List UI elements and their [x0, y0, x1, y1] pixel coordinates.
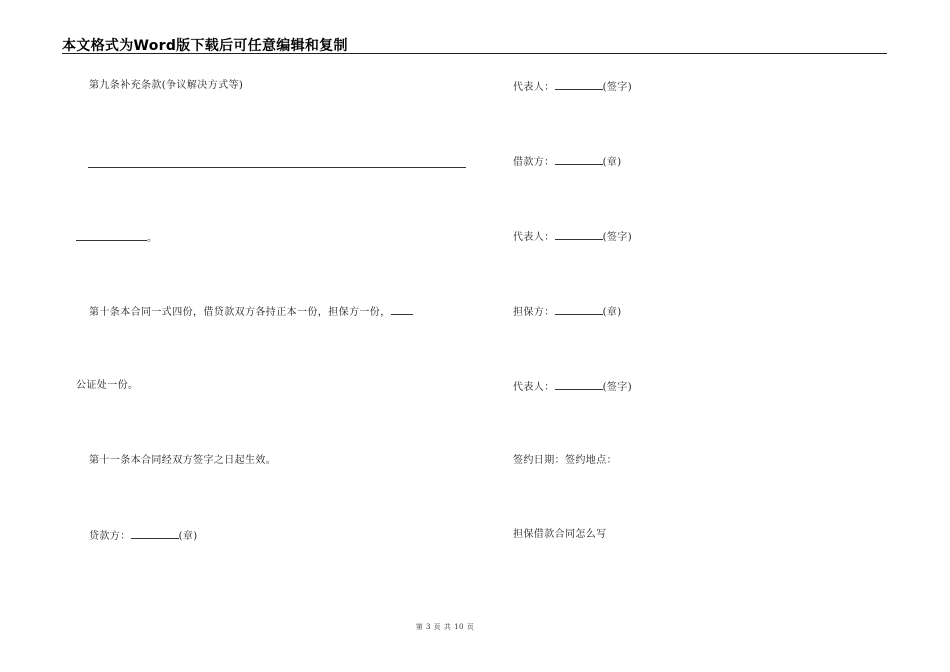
clause-10-text-cont: 公证处一份。 [76, 380, 139, 391]
signature-note: (签字) [602, 82, 633, 93]
guarantor-seal-note: (章) [602, 307, 622, 318]
notary-blank [391, 304, 413, 315]
document-header-title: 本文格式为Word版下载后可任意编辑和复制 [62, 38, 348, 54]
representative-blank [555, 379, 603, 390]
clause-9-text: 第九条补充条款(争议解决方式等) [89, 80, 244, 91]
representative-signature-line-3 [513, 379, 632, 395]
clause-9-period: 。 [147, 233, 158, 244]
lender-blank [131, 528, 179, 539]
representative-signature-line-2 [513, 229, 632, 245]
borrower-signature-line [513, 154, 622, 170]
fill-in-blank-long [88, 157, 466, 168]
signature-note: (签字) [602, 232, 633, 243]
header-divider [62, 53, 887, 54]
guarantor-signature-line [513, 304, 622, 320]
lender-label: 贷款方： [89, 531, 131, 542]
borrower-seal-note: (章) [602, 157, 622, 168]
page-number: 第 3 页 共 10 页 [415, 623, 475, 631]
representative-label: 代表人： [513, 232, 555, 243]
guarantor-blank [555, 304, 603, 315]
representative-blank [555, 229, 603, 240]
representative-signature-line-1 [513, 79, 632, 95]
clause-10-line-1 [89, 304, 413, 320]
document-subtitle: 担保借款合同怎么写 [513, 529, 607, 540]
lender-signature-line [89, 528, 198, 544]
guarantor-label: 担保方： [513, 307, 555, 318]
signing-date-place: 签约日期：签约地点： [513, 455, 617, 466]
representative-blank [555, 79, 603, 90]
borrower-label: 借款方： [513, 157, 555, 168]
borrower-blank [555, 154, 603, 165]
lender-seal-note: (章) [178, 531, 198, 542]
fill-in-blank-short [76, 230, 147, 241]
representative-label: 代表人： [513, 382, 555, 393]
clause-9-fill-line-end [76, 230, 157, 246]
representative-label: 代表人： [513, 82, 555, 93]
clause-10-text: 第十条本合同一式四份，借贷款双方各持正本一份，担保方一份， [89, 307, 391, 318]
signature-note: (签字) [602, 382, 633, 393]
clause-9-fill-line [88, 157, 466, 173]
clause-11-text: 第十一条本合同经双方签字之日起生效。 [89, 455, 277, 466]
